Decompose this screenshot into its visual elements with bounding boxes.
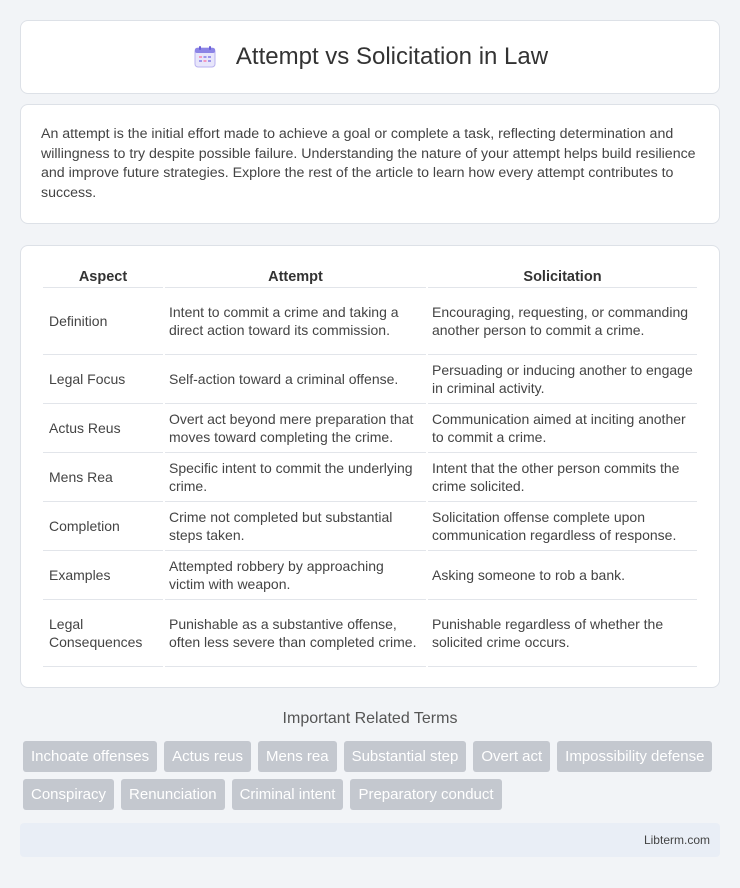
term-tag-preparatory-conduct[interactable]: Preparatory conduct [350,779,501,810]
table-cell-aspect: Actus Reus [43,404,163,453]
page-title: Attempt vs Solicitation in Law [235,43,549,70]
table-cell-solicitation: Communication aimed at inciting another to commit a crime. [428,404,697,453]
calendar-icon [192,44,218,70]
table-cell-solicitation: Asking someone to rob a bank. [428,551,697,600]
term-tag-mens-rea[interactable]: Mens rea [258,741,337,772]
table-row [43,551,697,600]
table-cell-aspect: Examples [43,551,163,600]
table-cell-aspect: Definition [43,288,163,355]
intro-paragraph: An attempt is the initial effort made to achieve a goal or complete a task, reflecting determination and willingness to try despite possible failure. Understanding the nature of your attempt helps build resilience and improve future strategies. Explore the rest of the article to learn how every attempt contributes to success. [20,104,720,224]
term-tag-substantial-step[interactable]: Substantial step [344,741,467,772]
page-header [20,20,720,94]
term-tag-criminal-intent[interactable]: Criminal intent [232,779,344,810]
table-cell-attempt: Self-action toward a criminal offense. [165,355,426,404]
comparison-table-card [20,245,720,688]
table-cell-aspect: Legal Consequences [43,600,163,667]
footer [20,823,720,857]
related-terms-list [20,741,720,810]
table-cell-attempt: Specific intent to commit the underlying crime. [165,453,426,502]
table-row [43,502,697,551]
table-row [43,453,697,502]
table-cell-attempt: Overt act beyond mere preparation that moves toward completing the crime. [165,404,426,453]
column-header-solicitation: Solicitation [428,266,697,288]
table-row [43,404,697,453]
table-cell-aspect: Legal Focus [43,355,163,404]
table-row [43,355,697,404]
related-terms-title: Important Related Terms [282,710,458,727]
table-cell-solicitation: Intent that the other person commits the crime solicited. [428,453,697,502]
table-cell-attempt: Attempted robbery by approaching victim with weapon. [165,551,426,600]
term-tag-renunciation[interactable]: Renunciation [121,779,225,810]
comparison-table [41,266,699,667]
table-row [43,288,697,355]
table-cell-solicitation: Solicitation offense complete upon communication regardless of response. [428,502,697,551]
term-tag-impossibility-defense[interactable]: Impossibility defense [557,741,712,772]
table-cell-solicitation: Encouraging, requesting, or commanding another person to commit a crime. [428,288,697,355]
column-header-aspect: Aspect [43,266,163,288]
table-cell-aspect: Mens Rea [43,453,163,502]
table-cell-solicitation: Persuading or inducing another to engage in criminal activity. [428,355,697,404]
table-cell-attempt: Intent to commit a crime and taking a direct action toward its commission. [165,288,426,355]
footer-site-link[interactable]: Libterm.com [643,833,710,847]
table-cell-aspect: Completion [43,502,163,551]
term-tag-inchoate-offenses[interactable]: Inchoate offenses [23,741,157,772]
term-tag-overt-act[interactable]: Overt act [473,741,550,772]
table-cell-attempt: Crime not completed but substantial steps taken. [165,502,426,551]
term-tag-conspiracy[interactable]: Conspiracy [23,779,114,810]
term-tag-actus-reus[interactable]: Actus reus [164,741,251,772]
table-cell-solicitation: Punishable regardless of whether the solicited crime occurs. [428,600,697,667]
table-cell-attempt: Punishable as a substantive offense, often less severe than completed crime. [165,600,426,667]
table-header-row [43,266,697,288]
column-header-attempt: Attempt [165,266,426,288]
table-row [43,600,697,667]
